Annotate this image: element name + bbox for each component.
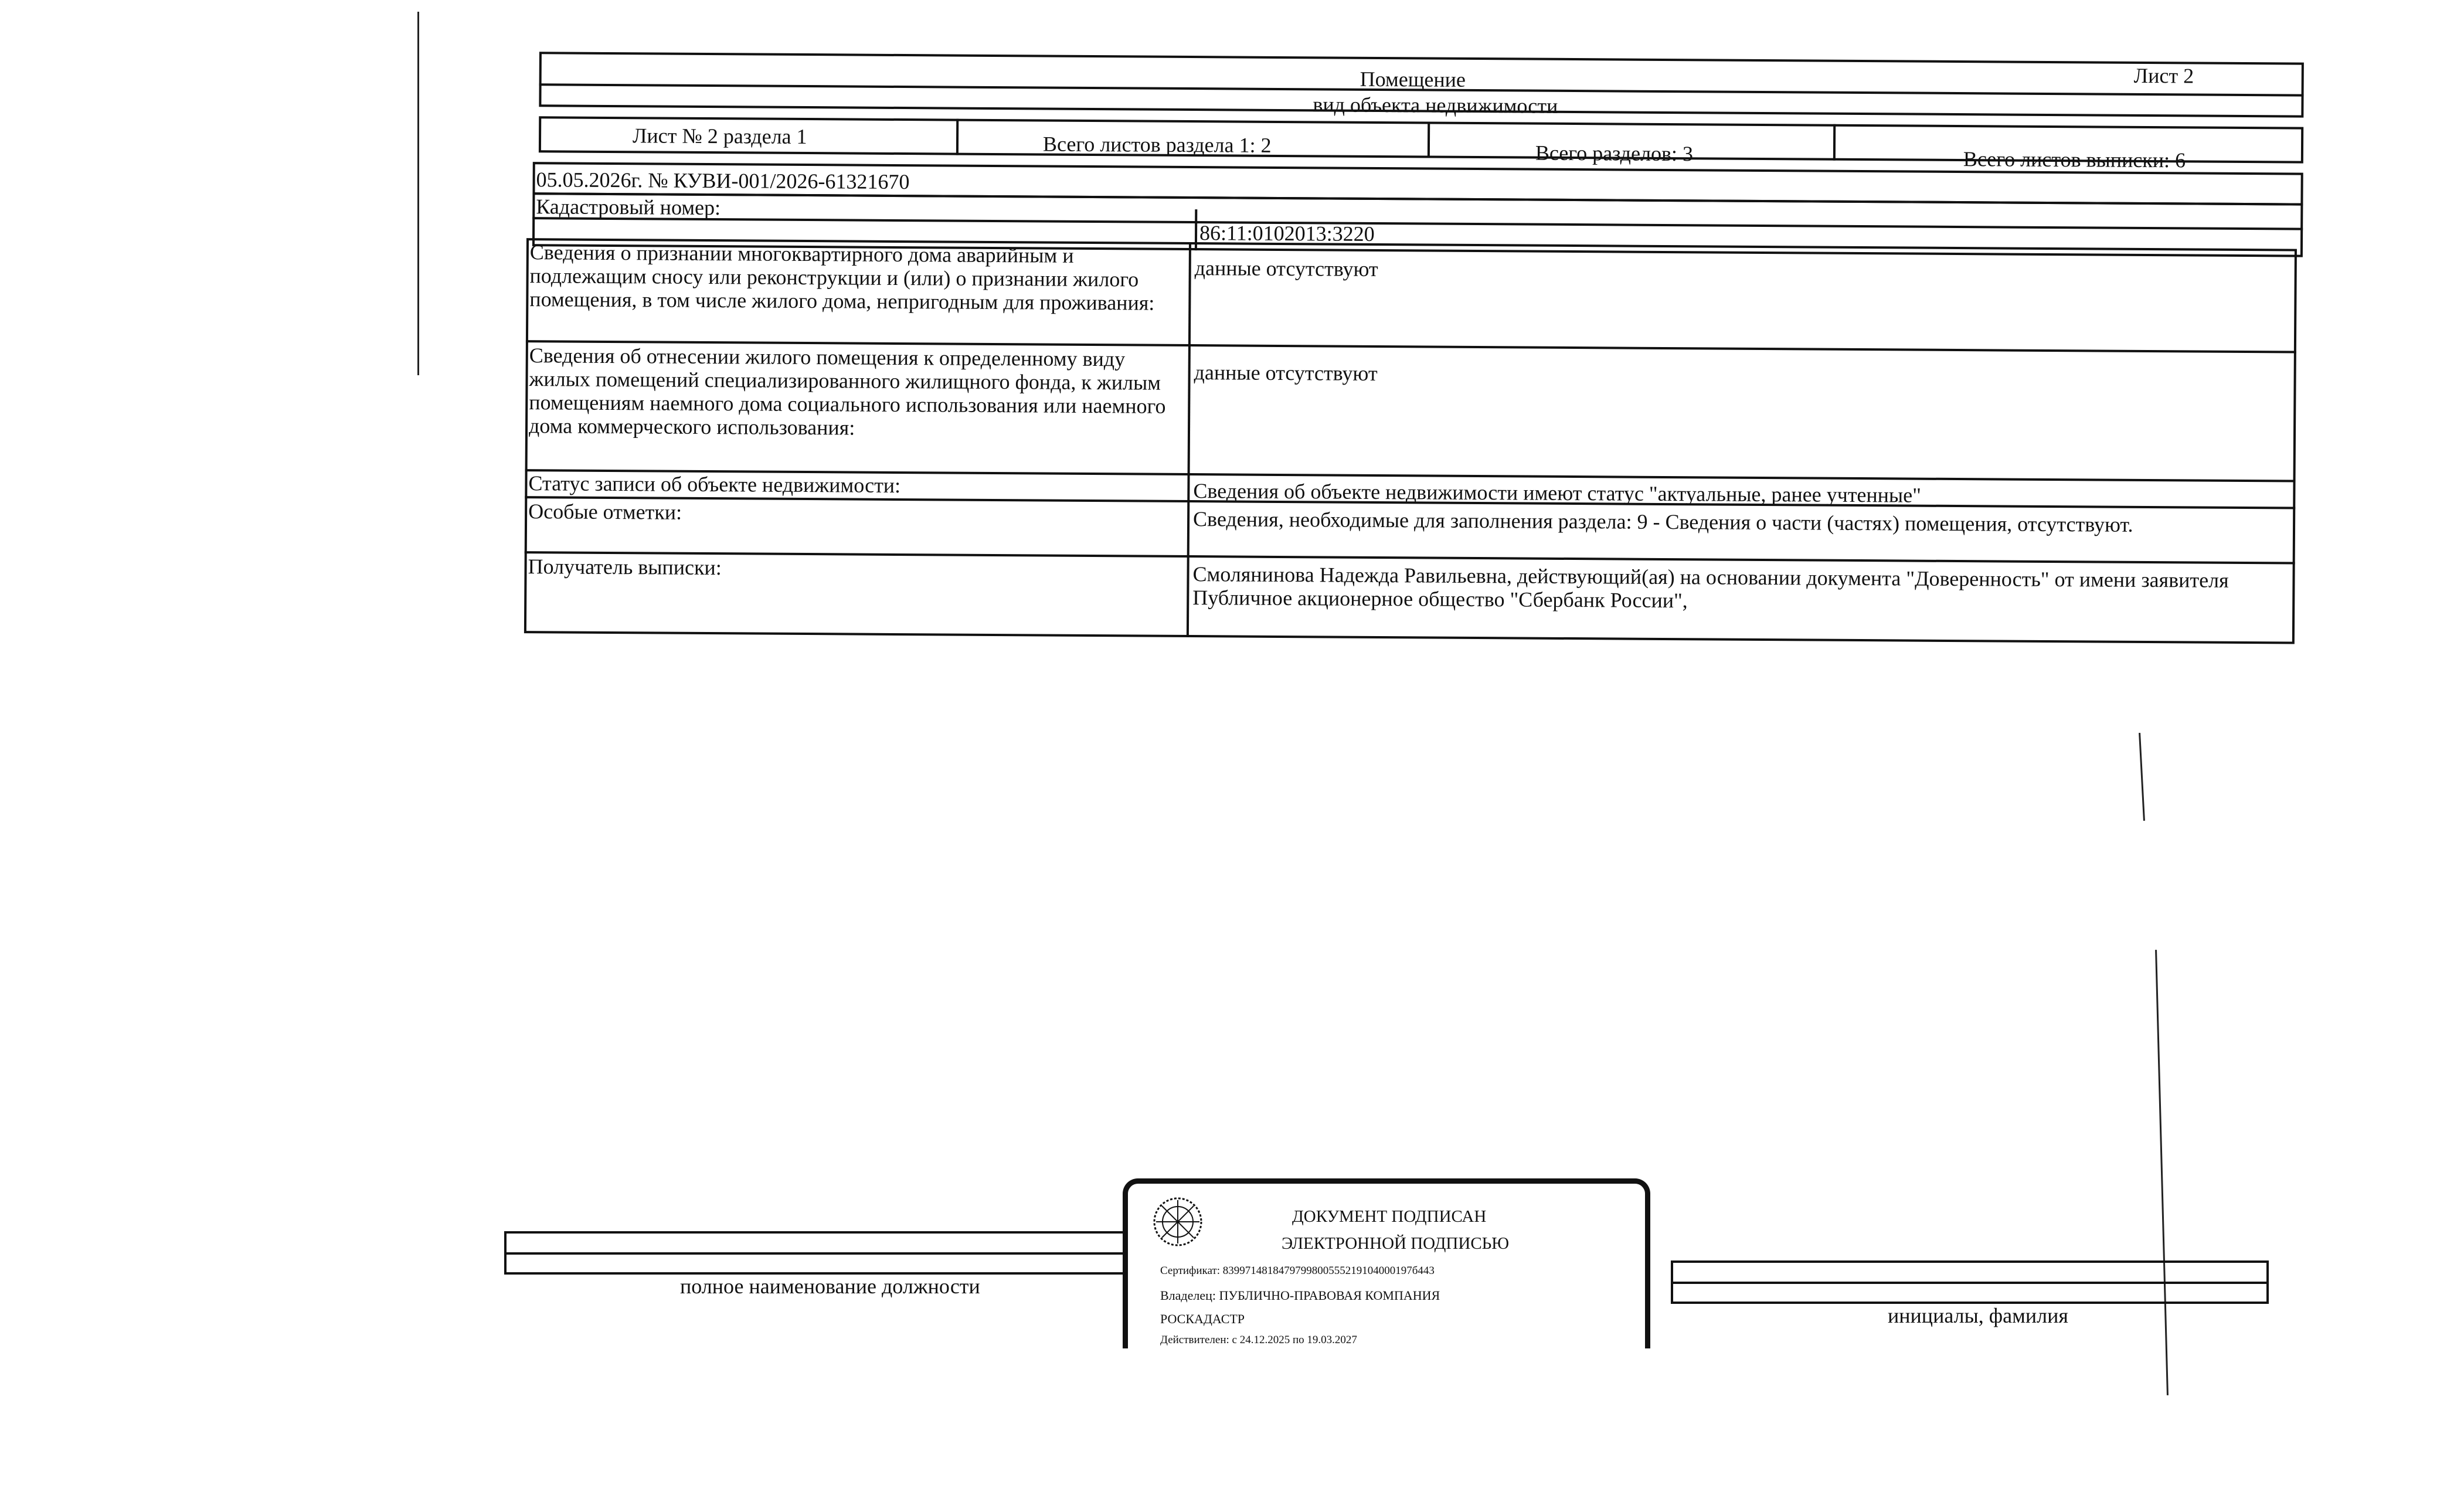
stamp-owner: Владелец: ПУБЛИЧНО-ПРАВОВАЯ КОМПАНИЯ <box>1160 1288 1440 1303</box>
electronic-signature-stamp <box>1123 1178 1650 1348</box>
cadastral-number: 86:11:0102013:3220 <box>1199 221 1375 246</box>
row-status-value: Сведения об объекте недвижимости имеют статус "актуальные, ранее учтенные" <box>1193 479 1921 507</box>
stamp-owner-org: РОСКАДАСТР <box>1160 1311 1245 1326</box>
sheets-in-section: Всего листов раздела 1: 2 <box>1042 132 1272 157</box>
row-notes-value: Сведения, необходимые для заполнения раздела: 9 - Сведения о части (частях) помещения, отсутствуют. <box>1192 507 2133 536</box>
scan-edge-left <box>417 12 419 375</box>
scan-edge-right <box>2139 733 2145 821</box>
extract-sheet <box>512 47 2304 674</box>
counter-divider-1 <box>956 119 959 155</box>
stamp-certificate: Сертификат: 8399714818479799800555219104000197б443 <box>1160 1265 1435 1277</box>
counter-divider-3 <box>1833 124 1836 161</box>
row-specialized-label: Сведения об отнесении жилого помещения к определенному виду жилых помещений специализированного жилищного фонда, к жилым помещениям наемного дома социального использования или наемного дома коммерческого использования: <box>528 344 1166 440</box>
row-specialized-value: данные отсутствуют <box>1194 361 1378 385</box>
row-status-label: Статус записи об объекте недвижимости: <box>528 471 901 498</box>
stamp-subtitle: ЭЛЕКТРОННОЙ ПОДПИСЬЮ <box>1282 1234 1510 1253</box>
object-type-caption: вид объекта недвижимости <box>1313 93 1558 118</box>
rosreestr-emblem-icon <box>1151 1195 1204 1248</box>
date-number: 05.05.2026г. № КУВИ-001/2026-61321670 <box>536 168 910 194</box>
extract-sheets-total: Всего листов выписки: 6 <box>1963 147 2186 172</box>
row-emergency-label: Сведения о признании многоквартирного дома аварийным и подлежащим сносу или реконструкции и (или) о признании жилого помещения, в том числе жилого дома, непригодным для проживания: <box>529 240 1155 315</box>
sheet-label: Лист 2 <box>2133 63 2194 88</box>
counter-divider-2 <box>1428 122 1430 158</box>
stamp-validity: Действителен: с 24.12.2025 по 19.03.2027 <box>1160 1334 1357 1346</box>
sections-total: Всего разделов: 3 <box>1535 141 1694 166</box>
row-recipient-value: Смолянинова Надежда Равильевна, действующий(ая) на основании документа "Доверенность" от имени заявителя Публичное акционерное общество "Сбербанк России", <box>1192 562 2229 613</box>
position-caption: полное наименование должности <box>680 1275 980 1298</box>
stamp-title: ДОКУМЕНТ ПОДПИСАН <box>1292 1207 1487 1226</box>
row-recipient-label: Получатель выписки: <box>528 555 722 580</box>
object-type: Помещение <box>1360 67 1466 91</box>
sheet-in-section: Лист № 2 раздела 1 <box>632 124 807 149</box>
name-line <box>1671 1282 2269 1284</box>
row-emergency-value: данные отсутствуют <box>1194 256 1378 281</box>
name-caption: инициалы, фамилия <box>1888 1304 2068 1327</box>
row-notes-label: Особые отметки: <box>528 500 682 524</box>
cadastral-label: Кадастровый номер: <box>536 195 721 220</box>
